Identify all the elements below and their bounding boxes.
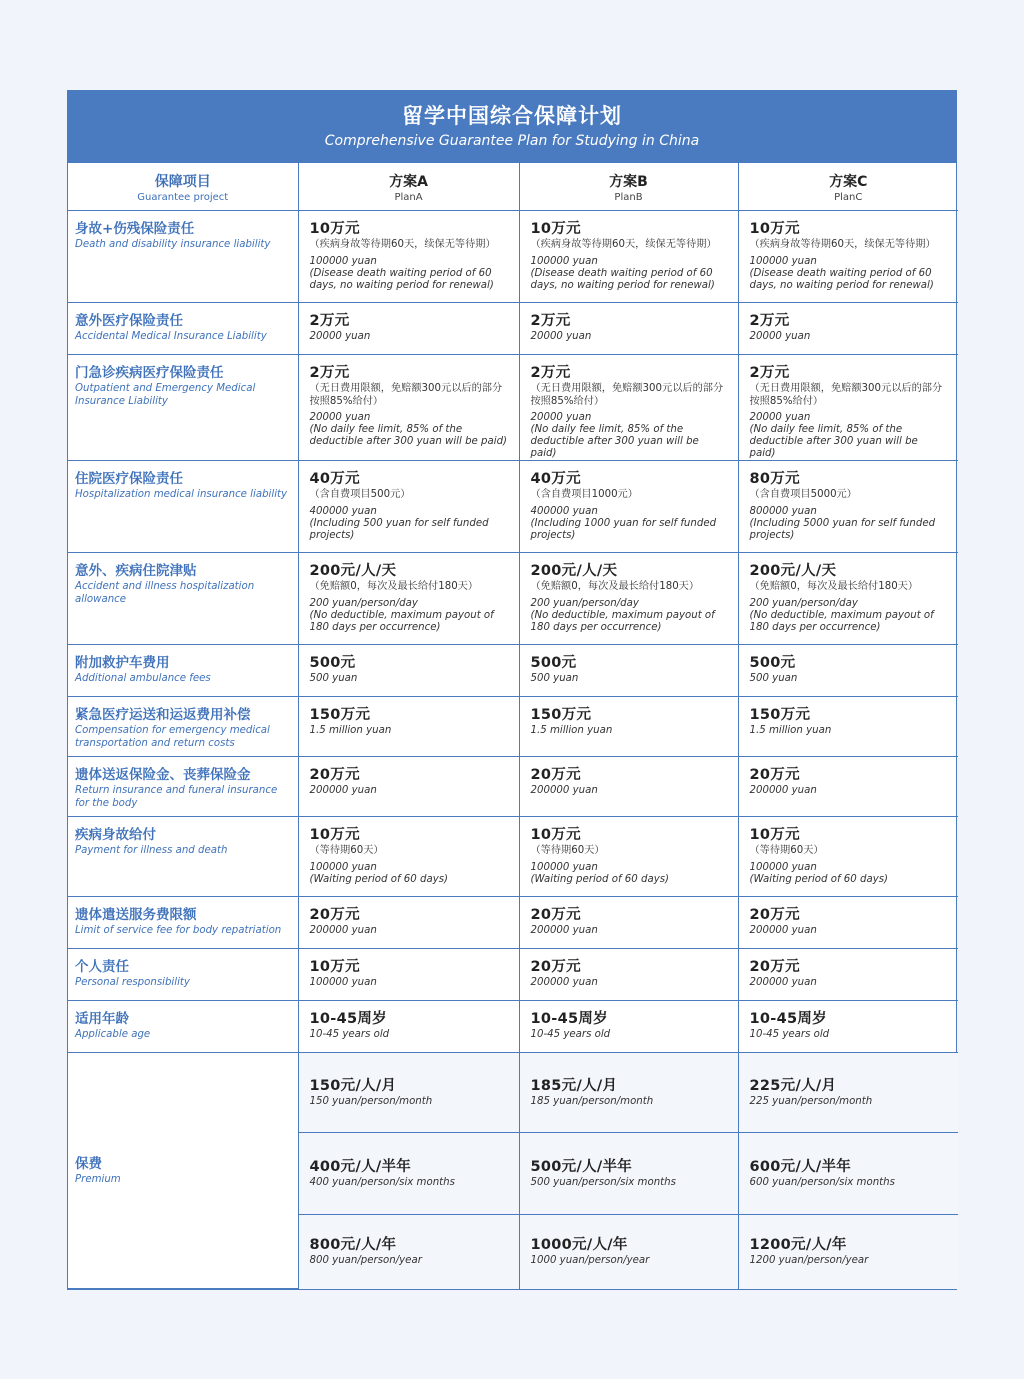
amount-note-zh: （无日费用限额，免赔额300元以后的部分按照85%给付）	[530, 383, 724, 407]
premium-amount-en: 225 yuan/person/month	[749, 1096, 873, 1107]
amount-en: 200000 yuan	[749, 925, 817, 936]
amount: 10-45周岁	[309, 1011, 387, 1027]
amount-en: 200000 yuan	[749, 977, 817, 988]
plan-cell	[738, 645, 958, 697]
plan-cell	[738, 303, 958, 355]
plan-value	[299, 355, 519, 448]
amount: 500元	[749, 655, 796, 671]
premium-cell	[298, 1215, 519, 1289]
amount-note-zh: （免赔额0，每次及最长给付180天）	[309, 581, 479, 592]
premium-amount-en: 185 yuan/person/month	[530, 1096, 654, 1107]
amount-en: 10-45 years old	[530, 1029, 611, 1040]
amount: 10万元	[309, 221, 360, 237]
amount-en: 200 yuan/person/day	[309, 597, 418, 609]
amount-note-en: (No deductible, maximum payout of 180 days per occurrence)	[309, 609, 494, 633]
plan-cell	[298, 461, 519, 553]
column-header-zh: 方案B	[609, 174, 648, 190]
table-row	[68, 897, 958, 949]
plan-value	[520, 355, 738, 460]
amount-note-en: (Including 5000 yuan for self funded projects)	[749, 517, 936, 541]
row-label-zh: 身故+伤残保险责任	[75, 221, 195, 237]
plan-cell	[298, 355, 519, 461]
premium-cell	[298, 1133, 519, 1215]
amount-en: 200 yuan/person/day	[530, 597, 639, 609]
amount: 10万元	[530, 827, 581, 843]
premium-value	[299, 1158, 519, 1189]
amount: 20万元	[530, 959, 581, 975]
amount-en: 100000 yuan	[749, 255, 817, 267]
plan-cell	[519, 461, 738, 553]
amount-en: 200000 yuan	[530, 785, 598, 796]
plan-cell	[519, 211, 738, 303]
plan-cell	[298, 553, 519, 645]
table-row	[68, 355, 958, 461]
amount-en: 500 yuan	[749, 673, 798, 684]
amount-en: 100000 yuan	[749, 861, 817, 873]
amount-note-zh: （等待期60天）	[309, 845, 384, 856]
table-header	[68, 91, 956, 163]
amount: 2万元	[530, 365, 571, 381]
plan-cell	[298, 897, 519, 949]
amount: 2万元	[309, 313, 350, 329]
amount: 20万元	[309, 907, 360, 923]
amount-en: 20000 yuan	[309, 331, 371, 342]
plan-value	[520, 553, 738, 634]
premium-amount: 150元/人/月	[309, 1078, 397, 1094]
plan-cell	[519, 817, 738, 897]
amount-en: 500 yuan	[309, 673, 358, 684]
coverage-table	[68, 163, 958, 1289]
amount: 10-45周岁	[749, 1011, 827, 1027]
amount: 80万元	[749, 471, 800, 487]
amount-en: 200000 yuan	[309, 925, 377, 936]
plan-cell	[298, 1001, 519, 1053]
row-label-en: Payment for illness and death	[75, 845, 228, 856]
plan-cell	[738, 757, 958, 817]
plan-cell	[519, 355, 738, 461]
plan-cell	[738, 697, 958, 757]
row-label-zh: 门急诊疾病医疗保险责任	[75, 365, 224, 381]
plan-value	[739, 697, 959, 737]
plan-value	[299, 553, 519, 634]
plan-cell	[298, 757, 519, 817]
amount-en: 100000 yuan	[530, 861, 598, 873]
row-label-cell	[68, 1001, 298, 1053]
table-row	[68, 645, 958, 697]
amount: 150万元	[749, 707, 811, 723]
row-label	[68, 303, 298, 344]
premium-cell	[519, 1215, 738, 1289]
amount-note-en: (Disease death waiting period of 60 days, no waiting period for renewal)	[749, 267, 934, 291]
plan-cell	[519, 757, 738, 817]
plan-value	[299, 645, 519, 685]
premium-cell	[298, 1053, 519, 1133]
amount-en: 200000 yuan	[749, 785, 817, 796]
row-label-cell	[68, 697, 298, 757]
amount-en: 1.5 million yuan	[309, 725, 392, 736]
premium-label-en: Premium	[75, 1173, 121, 1185]
plan-value	[739, 817, 959, 886]
amount-note-en: (Waiting period of 60 days)	[749, 873, 889, 885]
row-label	[68, 645, 298, 686]
plan-value	[739, 355, 959, 460]
table-row	[68, 211, 958, 303]
plan-table	[67, 90, 957, 1290]
plan-value	[520, 1001, 738, 1041]
amount-note-en: (Waiting period of 60 days)	[530, 873, 670, 885]
premium-value	[739, 1236, 959, 1267]
amount: 10-45周岁	[530, 1011, 608, 1027]
premium-amount-en: 1000 yuan/person/year	[530, 1255, 650, 1267]
premium-cell	[738, 1053, 958, 1133]
amount-en: 10-45 years old	[309, 1029, 390, 1040]
plan-value	[299, 211, 519, 292]
column-header-en: PlanA	[394, 192, 423, 203]
column-header-en: PlanB	[614, 192, 643, 203]
amount: 20万元	[749, 767, 800, 783]
amount-en: 20000 yuan	[530, 331, 592, 342]
row-label-cell	[68, 303, 298, 355]
amount-note-zh: （等待期60天）	[749, 845, 824, 856]
amount-note-en: (No daily fee limit, 85% of the deductible after 300 yuan will be paid)	[530, 424, 699, 459]
amount: 500元	[309, 655, 356, 671]
plan-value	[299, 1001, 519, 1041]
amount-note-zh: （免赔额0，每次及最长给付180天）	[749, 581, 919, 592]
table-row	[68, 817, 958, 897]
premium-amount: 225元/人/月	[749, 1078, 837, 1094]
premium-amount-en: 150 yuan/person/month	[309, 1096, 433, 1107]
plan-cell	[298, 645, 519, 697]
row-label-zh: 个人责任	[75, 959, 129, 975]
row-label	[68, 1001, 298, 1042]
amount: 20万元	[530, 907, 581, 923]
plan-cell	[519, 553, 738, 645]
page-title: 留学中国综合保障计划	[402, 104, 622, 128]
row-label	[68, 757, 298, 810]
premium-cell	[519, 1133, 738, 1215]
row-label	[68, 897, 298, 938]
plan-value	[739, 757, 959, 797]
premium-amount-en: 800 yuan/person/year	[309, 1255, 422, 1267]
amount: 40万元	[530, 471, 581, 487]
row-label-en: Accident and illness hospitalization allowance	[75, 581, 255, 605]
plan-value	[299, 949, 519, 989]
plan-value	[520, 645, 738, 685]
plan-value	[299, 817, 519, 886]
premium-amount-en: 400 yuan/person/six months	[309, 1177, 455, 1188]
row-label-zh: 意外、疾病住院津贴	[75, 563, 197, 579]
column-header-row	[68, 163, 958, 211]
plan-cell	[298, 303, 519, 355]
amount: 2万元	[309, 365, 350, 381]
amount-en: 100000 yuan	[309, 861, 377, 873]
amount: 10万元	[309, 827, 360, 843]
amount-en: 100000 yuan	[530, 255, 598, 267]
row-label-cell	[68, 355, 298, 461]
plan-value	[739, 303, 959, 343]
amount: 200元/人/天	[309, 563, 397, 579]
amount-note-zh: （无日费用限额，免赔额300元以后的部分按照85%给付）	[749, 383, 943, 407]
amount: 2万元	[530, 313, 571, 329]
premium-cell	[738, 1215, 958, 1289]
premium-amount-en: 500 yuan/person/six months	[530, 1177, 676, 1188]
row-label-cell	[68, 211, 298, 303]
plan-cell	[519, 949, 738, 1001]
plan-value	[520, 303, 738, 343]
amount-note-en: (No deductible, maximum payout of 180 days per occurrence)	[749, 609, 934, 633]
premium-amount: 185元/人/月	[530, 1078, 618, 1094]
plan-value	[299, 757, 519, 797]
amount: 20万元	[749, 959, 800, 975]
premium-cell	[519, 1053, 738, 1133]
plan-value	[739, 949, 959, 989]
plan-value	[299, 897, 519, 937]
plan-cell	[519, 1001, 738, 1053]
plan-value	[520, 461, 738, 542]
table-row	[68, 757, 958, 817]
row-label-zh: 遗体遣送服务费限额	[75, 907, 197, 923]
amount-en: 20000 yuan	[749, 331, 811, 342]
plan-cell	[738, 949, 958, 1001]
plan-value	[520, 897, 738, 937]
plan-value	[520, 757, 738, 797]
table-row	[68, 461, 958, 553]
plan-cell	[298, 949, 519, 1001]
amount-note-zh: （疾病身故等待期60天，续保无等待期）	[309, 239, 496, 250]
amount-note-en: (Including 500 yuan for self funded projects)	[309, 517, 489, 541]
plan-value	[739, 645, 959, 685]
amount-en: 20000 yuan	[749, 412, 811, 423]
plan-cell	[298, 817, 519, 897]
plan-cell	[519, 897, 738, 949]
row-label-cell	[68, 949, 298, 1001]
premium-value	[520, 1236, 738, 1267]
premium-label-zh: 保费	[75, 1155, 102, 1172]
amount-en: 200000 yuan	[530, 977, 598, 988]
column-header-plan-b	[519, 163, 738, 211]
table-row	[68, 303, 958, 355]
row-label	[68, 697, 298, 750]
amount-en: 10-45 years old	[749, 1029, 830, 1040]
plan-value	[739, 553, 959, 634]
amount-en: 400000 yuan	[309, 505, 377, 517]
plan-value	[739, 1001, 959, 1041]
amount: 200元/人/天	[749, 563, 837, 579]
premium-amount: 1200元/人/年	[749, 1237, 847, 1254]
plan-cell	[298, 697, 519, 757]
amount-note-en: (Disease death waiting period of 60 days, no waiting period for renewal)	[530, 267, 715, 291]
amount-note-zh: （含自费项目1000元）	[530, 489, 638, 500]
amount-en: 1.5 million yuan	[749, 725, 832, 736]
plan-value	[739, 211, 959, 292]
row-label	[68, 553, 298, 606]
amount: 10万元	[749, 221, 800, 237]
column-header-zh: 方案C	[829, 174, 868, 190]
premium-amount: 400元/人/半年	[309, 1159, 412, 1175]
premium-row	[68, 1053, 958, 1133]
plan-value	[520, 949, 738, 989]
row-label-en: Death and disability insurance liability	[75, 239, 271, 250]
row-label-en: Applicable age	[75, 1029, 151, 1040]
amount-note-zh: （含自费项目5000元）	[749, 489, 857, 500]
amount-en: 20000 yuan	[309, 412, 371, 423]
row-label-zh: 住院医疗保险责任	[75, 471, 183, 487]
amount-en: 1.5 million yuan	[530, 725, 613, 736]
amount-note-en: (Disease death waiting period of 60 days, no waiting period for renewal)	[309, 267, 494, 291]
column-header-plan-a	[298, 163, 519, 211]
row-label-zh: 适用年龄	[75, 1011, 129, 1027]
plan-cell	[519, 645, 738, 697]
amount: 2万元	[749, 313, 790, 329]
amount: 10万元	[749, 827, 800, 843]
amount-note-en: (Waiting period of 60 days)	[309, 873, 449, 885]
row-label-en: Return insurance and funeral insurance for the body	[75, 785, 278, 809]
row-label	[68, 355, 298, 408]
premium-cell	[738, 1133, 958, 1215]
amount-en: 200000 yuan	[530, 925, 598, 936]
row-label-en: Accidental Medical Insurance Liability	[75, 331, 267, 342]
premium-label-cell	[68, 1053, 298, 1289]
amount: 10万元	[309, 959, 360, 975]
amount: 150万元	[530, 707, 592, 723]
premium-label	[68, 1155, 298, 1187]
amount-en: 400000 yuan	[530, 505, 598, 517]
plan-cell	[738, 211, 958, 303]
amount-note-zh: （含自费项目500元）	[309, 489, 411, 500]
plan-cell	[738, 817, 958, 897]
row-label-en: Hospitalization medical insurance liability	[75, 489, 288, 500]
amount-en: 100000 yuan	[309, 255, 377, 267]
plan-cell	[519, 303, 738, 355]
amount-en: 100000 yuan	[309, 977, 377, 988]
amount-note-en: (Including 1000 yuan for self funded projects)	[530, 517, 717, 541]
amount-note-en: (No deductible, maximum payout of 180 days per occurrence)	[530, 609, 715, 633]
row-label-en: Personal responsibility	[75, 977, 190, 988]
amount: 10万元	[530, 221, 581, 237]
amount-note-zh: （等待期60天）	[530, 845, 605, 856]
table-row	[68, 949, 958, 1001]
plan-cell	[519, 697, 738, 757]
amount-en: 500 yuan	[530, 673, 579, 684]
plan-value	[739, 461, 959, 542]
plan-value	[520, 817, 738, 886]
plan-value	[299, 303, 519, 343]
row-label-cell	[68, 553, 298, 645]
premium-amount: 500元/人/半年	[530, 1159, 633, 1175]
row-label-cell	[68, 757, 298, 817]
row-label-cell	[68, 817, 298, 897]
row-label	[68, 949, 298, 990]
plan-cell	[298, 211, 519, 303]
row-label-zh: 紧急医疗运送和运返费用补偿	[75, 707, 251, 723]
premium-amount: 1000元/人/年	[530, 1237, 628, 1254]
plan-value	[739, 897, 959, 937]
amount: 2万元	[749, 365, 790, 381]
row-label-en: Compensation for emergency medical transportation and return costs	[75, 725, 270, 749]
table-row	[68, 1001, 958, 1053]
plan-value	[520, 697, 738, 737]
row-label-zh: 附加救护车费用	[75, 655, 170, 671]
premium-value	[520, 1077, 738, 1108]
amount: 20万元	[309, 767, 360, 783]
amount-note-zh: （免赔额0，每次及最长给付180天）	[530, 581, 700, 592]
column-header-en: Guarantee project	[137, 192, 229, 203]
column-header-zh: 方案A	[389, 174, 428, 190]
column-header-en: PlanC	[834, 192, 863, 203]
amount-en: 200 yuan/person/day	[749, 597, 858, 609]
page-subtitle: Comprehensive Guarantee Plan for Studying in China	[324, 133, 700, 149]
plan-cell	[738, 461, 958, 553]
amount-note-zh: （疾病身故等待期60天，续保无等待期）	[530, 239, 717, 250]
row-label-en: Additional ambulance fees	[75, 673, 211, 684]
amount-en: 800000 yuan	[749, 505, 817, 517]
table-row	[68, 553, 958, 645]
amount-en: 200000 yuan	[309, 785, 377, 796]
row-label-cell	[68, 645, 298, 697]
row-label	[68, 211, 298, 252]
plan-cell	[738, 355, 958, 461]
premium-amount-en: 600 yuan/person/six months	[749, 1177, 895, 1188]
row-label-cell	[68, 897, 298, 949]
row-label-zh: 遗体送返保险金、丧葬保险金	[75, 767, 251, 783]
premium-value	[299, 1236, 519, 1267]
column-header-project	[68, 163, 298, 211]
row-label-zh: 疾病身故给付	[75, 827, 156, 843]
amount-en: 20000 yuan	[530, 412, 592, 423]
plan-value	[299, 697, 519, 737]
row-label	[68, 817, 298, 858]
plan-cell	[738, 553, 958, 645]
premium-value	[299, 1077, 519, 1108]
amount: 20万元	[749, 907, 800, 923]
row-label-zh: 意外医疗保险责任	[75, 313, 183, 329]
amount: 500元	[530, 655, 577, 671]
premium-amount-en: 1200 yuan/person/year	[749, 1255, 869, 1267]
amount: 200元/人/天	[530, 563, 618, 579]
plan-value	[520, 211, 738, 292]
amount: 20万元	[530, 767, 581, 783]
premium-value	[520, 1158, 738, 1189]
amount-note-zh: （无日费用限额，免赔额300元以后的部分按照85%给付）	[309, 383, 503, 407]
amount-note-zh: （疾病身故等待期60天，续保无等待期）	[749, 239, 936, 250]
premium-value	[739, 1077, 959, 1108]
amount-note-en: (No daily fee limit, 85% of the deductible after 300 yuan will be paid)	[749, 424, 918, 459]
column-header-plan-c	[738, 163, 958, 211]
premium-amount: 600元/人/半年	[749, 1159, 852, 1175]
plan-cell	[738, 1001, 958, 1053]
premium-value	[739, 1158, 959, 1189]
premium-amount: 800元/人/年	[309, 1237, 397, 1254]
column-header-zh: 保障项目	[154, 174, 211, 190]
amount: 150万元	[309, 707, 371, 723]
row-label-cell	[68, 461, 298, 553]
amount-note-en: (No daily fee limit, 85% of the deductible after 300 yuan will be paid)	[309, 424, 508, 447]
plan-cell	[738, 897, 958, 949]
amount: 40万元	[309, 471, 360, 487]
plan-value	[299, 461, 519, 542]
row-label-en: Limit of service fee for body repatriation	[75, 925, 282, 936]
row-label	[68, 461, 298, 502]
table-row	[68, 697, 958, 757]
row-label-en: Outpatient and Emergency Medical Insurance Liability	[75, 383, 256, 407]
